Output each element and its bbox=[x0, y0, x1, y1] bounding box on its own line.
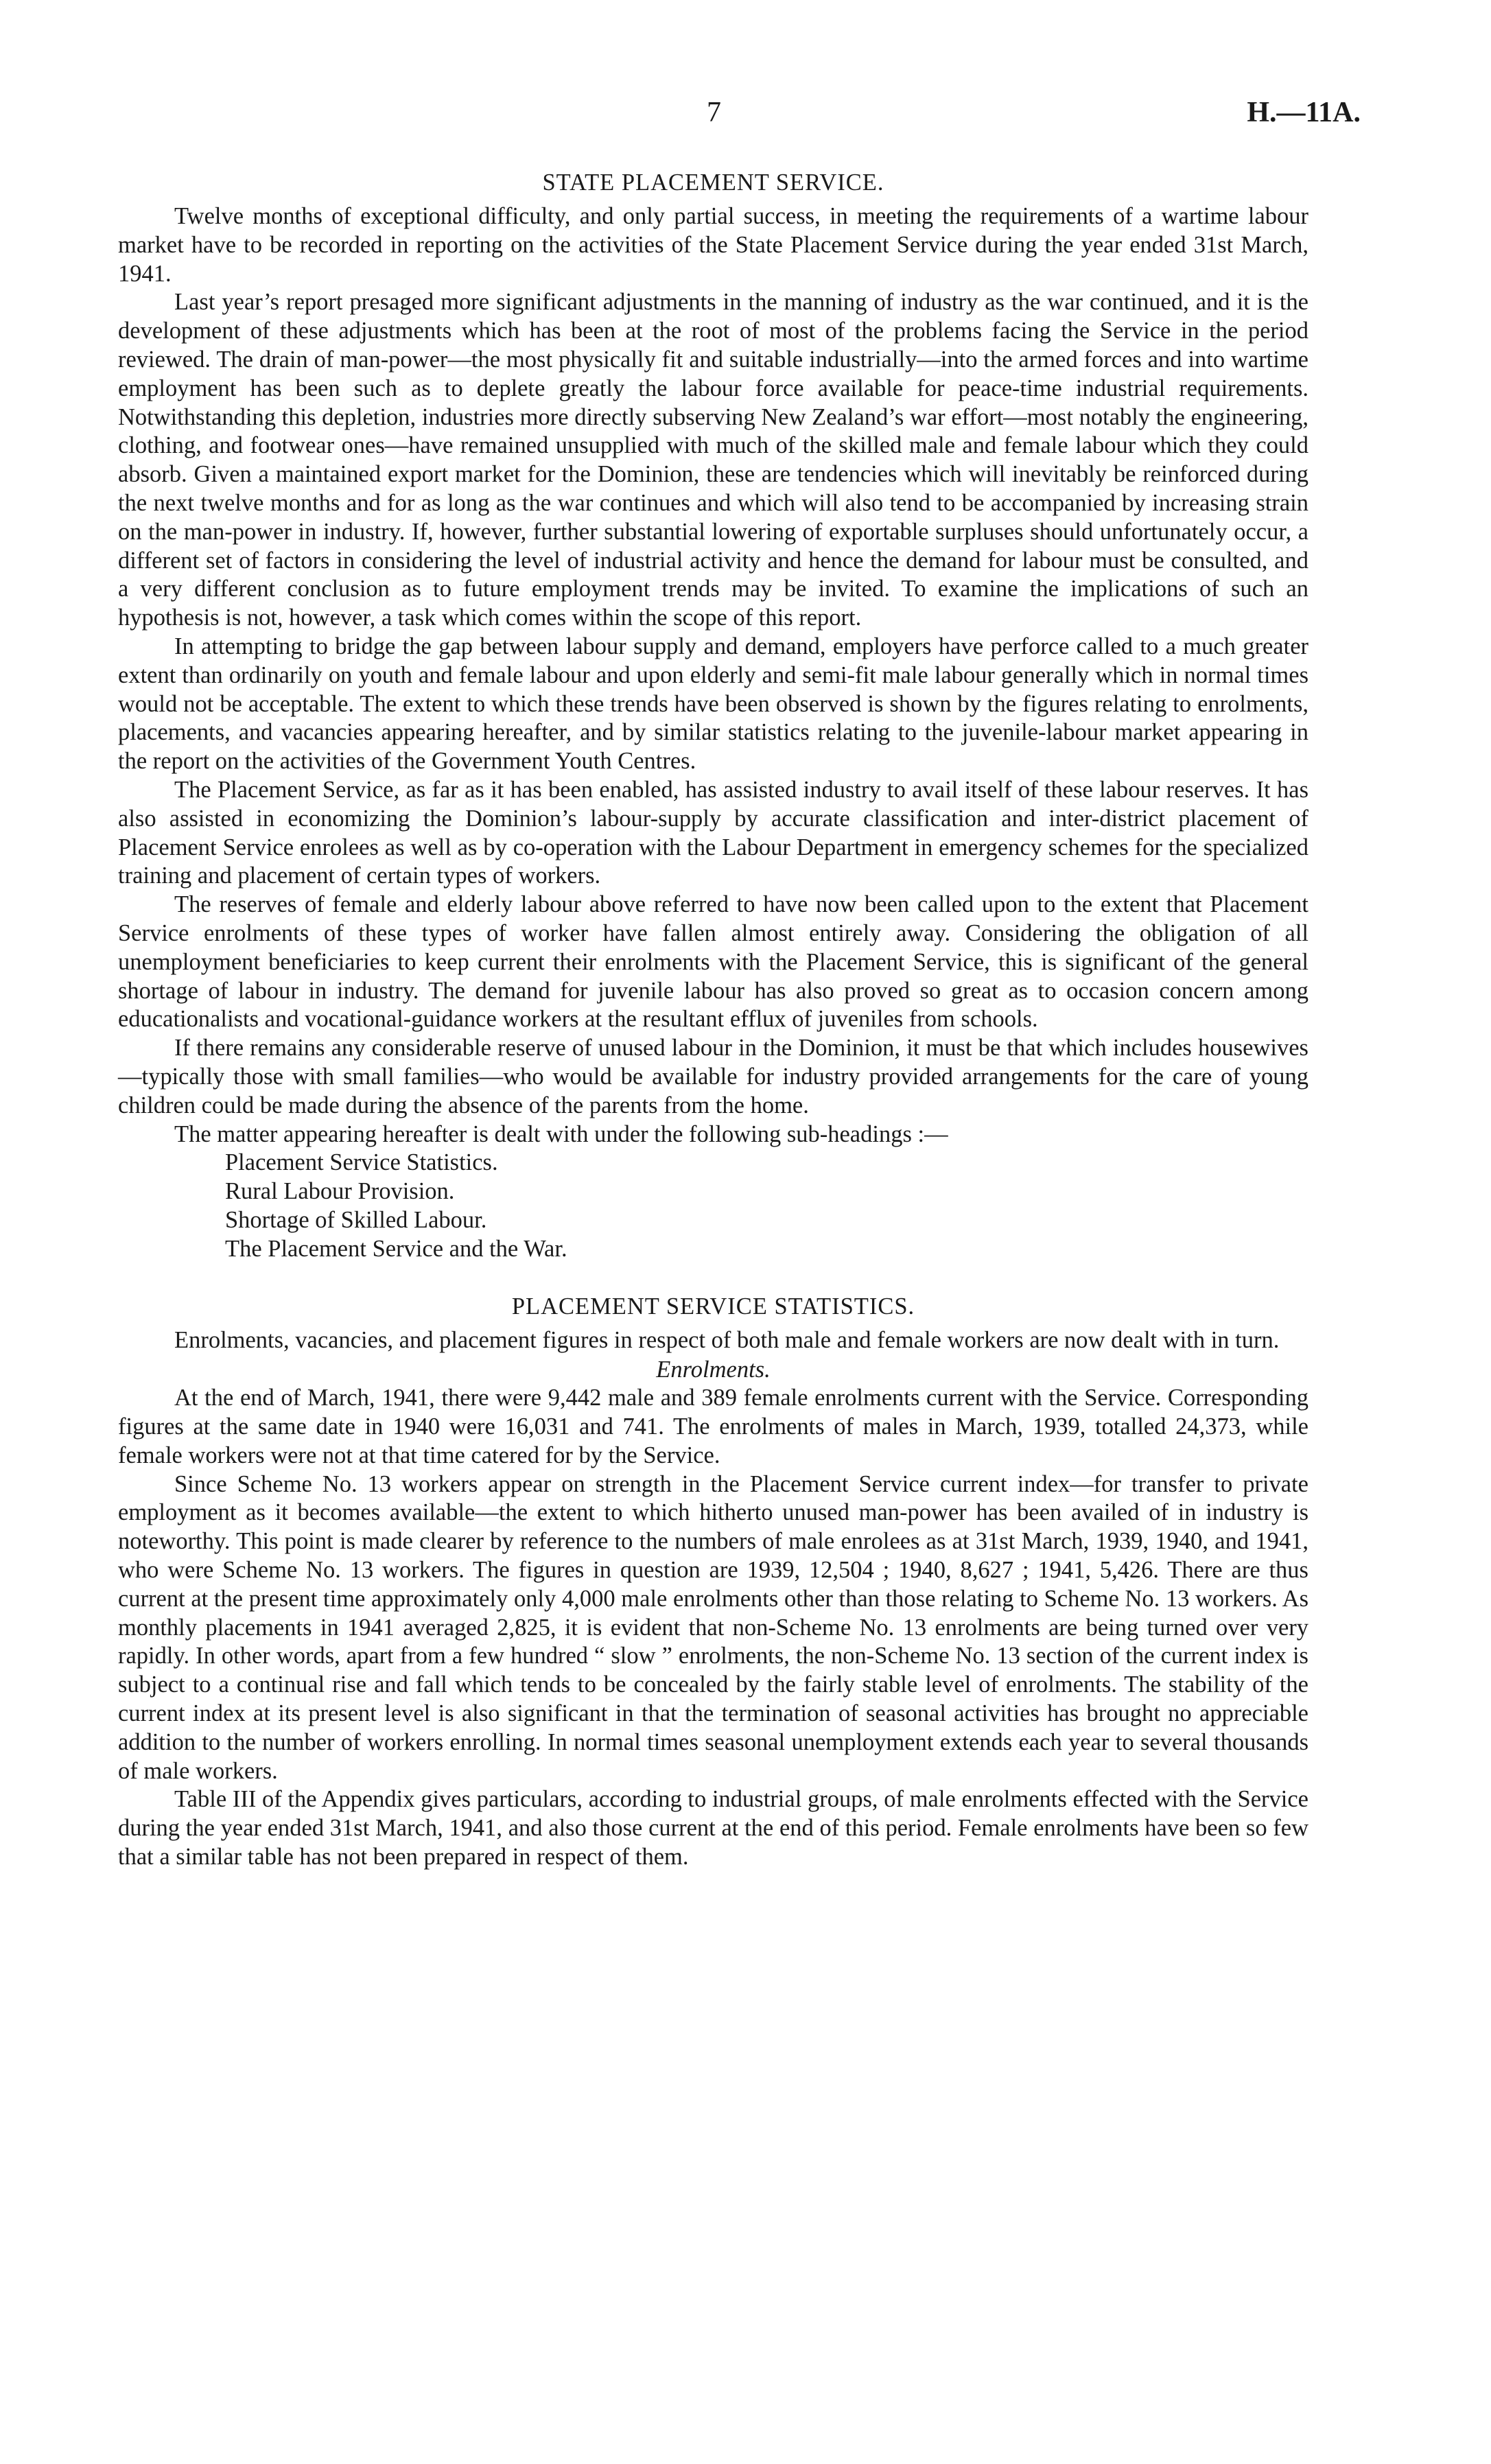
section-title-placement-service-statistics: PLACEMENT SERVICE STATISTICS. bbox=[511, 1293, 915, 1320]
paragraph: Table III of the Appendix gives particulars, according to industrial groups, of male enrolments effected with the Service during the year ended 31st March, 1941, and also those current at the end of this period. Female enrolments have been so few that a similar table has not been prepared in respect of them. bbox=[118, 1786, 1308, 1870]
paragraph: Last year’s report presaged more significant adjustments in the manning of industry as the war continued, and it is the development of these adjustments which has been at the root of most of the problems facing the Service in the period reviewed. The drain of man-power—the most physically fit and suitable industrially—into the armed forces and into wartime employment has been such as to deplete greatly the labour force available for peace-time industrial requirements. Notwithstanding this depletion, industries more directly subserving New Zealand’s war effort—most notably the engineering, clothing, and footwear ones—have remained unsupplied with much of the skilled male and female labour which they could absorb. Given a maintained export market for the Dominion, these are tendencies which will inevitably be reinforced during the next twelve months and for as long as the war continues and which will also tend to be accompanied by increasing strain on the man-power in industry. If, however, further substantial lowering of exportable surpluses should unfortunately occur, a different set of factors in considering the level of industrial activity and hence the demand for labour must be consulted, and a very different conclusion as to future employment trends may be invited. To examine the implications of such an hypothesis is not, however, a task which comes within the scope of this report. bbox=[118, 289, 1308, 631]
paragraph: In attempting to bridge the gap between labour supply and demand, employers have perforce called to a much greater extent than ordinarily on youth and female labour and upon elderly and semi-fit male labour generally which in normal times would not be acceptable. The extent to which these trends have been observed is shown by the figures relating to enrolments, placements, and vacancies appearing hereafter, and by similar statistics relating to the juvenile-labour market appearing in the report on the activities of the Government Youth Centres. bbox=[118, 633, 1308, 775]
subsection-title-enrolments: Enrolments. bbox=[656, 1357, 771, 1383]
paragraph: At the end of March, 1941, there were 9,442 male and 389 female enrolments current with the Service. Corresponding figures at the same date in 1940 were 16,031 and 741. The enrolments of males in March, 1939, totalled 24,373, while female workers were not at that time catered for by the Service. bbox=[118, 1385, 1308, 1468]
subheading-item: Rural Labour Provision. bbox=[225, 1178, 455, 1205]
page-number: 7 bbox=[707, 97, 721, 128]
subheadings-list bbox=[118, 1149, 1308, 1263]
paragraph: The reserves of female and elderly labour above referred to have now been called upon to the extent that Placement Service enrolments of these types of worker have fallen almost entirely away. Considering the obligation of all unemployment beneficiaries to keep current their enrolments with the Placement Service, this is significant of the general shortage of labour in industry. The demand for juvenile labour has also proved so great as to occasion concern among educationalists and vocational-guidance workers at the resultant efflux of juveniles from schools. bbox=[118, 891, 1308, 1033]
paragraph: The matter appearing hereafter is dealt with under the following sub-headings :— bbox=[174, 1120, 948, 1147]
document-reference: H.—11A. bbox=[1247, 97, 1361, 128]
section-title-state-placement-service: STATE PLACEMENT SERVICE. bbox=[542, 169, 884, 196]
paragraph: Twelve months of exceptional difficulty, and only partial success, in meeting the requirements of a wartime labour market have to be recorded in reporting on the activities of the State Placement Service during the year ended 31st March, 1941. bbox=[118, 203, 1308, 287]
page-header bbox=[0, 96, 1491, 137]
paragraph: Since Scheme No. 13 workers appear on strength in the Placement Service current index—for transfer to private employment as it becomes available—the extent to which hitherto unused man-power has been availed of in industry is noteworthy. This point is made clearer by reference to the numbers of male enrolees as at 31st March, 1939, 1940, and 1941, who were Scheme No. 13 workers. The figures in question are 1939, 12,504 ; 1940, 8,627 ; 1941, 5,426. There are thus current at the present time approximately only 4,000 male enrolments other than those relating to Scheme No. 13 workers. As monthly placements in 1941 averaged 2,825, it is evident that non-Scheme No. 13 enrolments are being turned over very rapidly. In other words, apart from a few hundred “ slow ” enrolments, the non-Scheme No. 13 section of the current index is subject to a continual rise and fall which tends to be concealed by the fairly stable level of enrolments. The stability of the current index at its present level is also significant in that the termination of seasonal activities has brought no appreciable addition to the number of workers enrolling. In normal times seasonal unemployment extends each year to several thousands of male workers. bbox=[118, 1470, 1308, 1784]
subheading-item: Placement Service Statistics. bbox=[225, 1149, 498, 1176]
paragraph: If there remains any considerable reserve of unused labour in the Dominion, it must be that which includes housewives—typically those with small families—who would be available for industry provided arrangements for the care of young children could be made during the absence of the parents from the home. bbox=[118, 1035, 1308, 1118]
paragraph: The Placement Service, as far as it has been enabled, has assisted industry to avail itself of these labour reserves. It has also assisted in economizing the Dominion’s labour-supply by accurate classification and inter-district placement of Placement Service enrolees as well as by co-operation with the Labour Department in emergency schemes for the specialized training and placement of certain types of workers. bbox=[118, 776, 1308, 889]
page-body bbox=[118, 168, 1308, 1872]
subheading-item: The Placement Service and the War. bbox=[225, 1235, 567, 1262]
paragraph: Enrolments, vacancies, and placement figures in respect of both male and female workers are now dealt with in turn. bbox=[174, 1327, 1280, 1354]
subheading-item: Shortage of Skilled Labour. bbox=[225, 1206, 487, 1233]
